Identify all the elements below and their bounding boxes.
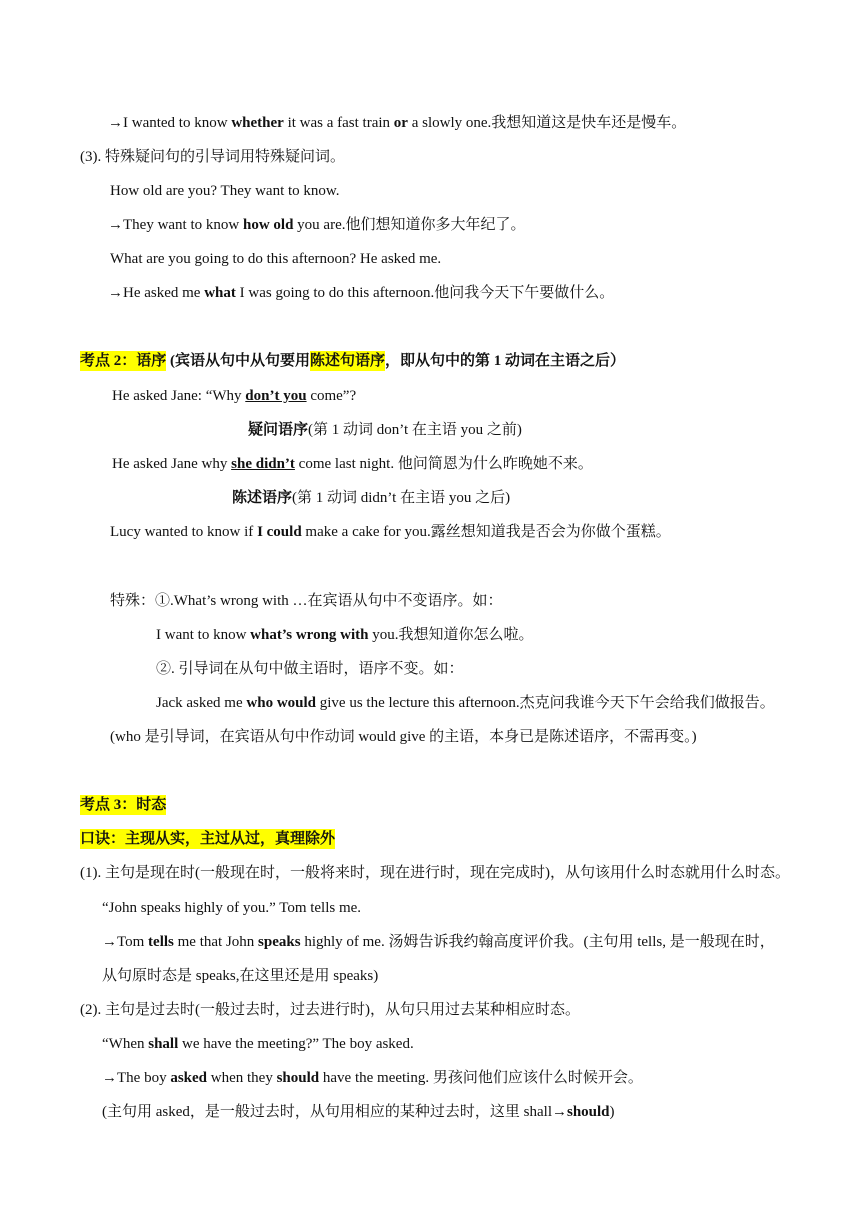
example-line: What are you going to do this afternoon? He asked me. (110, 251, 442, 267)
note-line: 疑问语序(第 1 动词 don’t 在主语 you 之前) (248, 422, 522, 438)
example-line: Lucy wanted to know if I could make a cake for you.露丝想知道我是否会为你做个蛋糕。 (110, 524, 671, 540)
explanation-line: (who 是引导词，在宾语从句中作动词 would give 的主语，本身已是陈述语序，不需再变。) (110, 729, 697, 745)
section-heading: 考点 2：语序 (宾语从句中从句要用陈述句语序，即从句中的第 1 动词在主语之后） (80, 353, 626, 369)
explanation-line: (主句用 asked，是一般过去时，从句用相应的某种过去时，这里 shall→should) (102, 1104, 615, 1120)
special-note: 特殊：①.What’s wrong with …在宾语从句中不变语序。如： (110, 593, 503, 609)
example-line: Jack asked me who would give us the lecture this afternoon.杰克问我谁今天下午会给我们做报告。 (156, 695, 775, 711)
example-line: He asked Jane why she didn’t come last night. 他问简恩为什么昨晚她不来。 (112, 456, 593, 472)
example-line: →The boy asked when they should have the meeting. 男孩问他们应该什么时候开会。 (102, 1070, 643, 1086)
example-line: I want to know what’s wrong with you.我想知道你怎么啦。 (156, 627, 534, 643)
explanation-line: 从句原时态是 speaks,在这里还是用 speaks) (102, 968, 379, 984)
rule-line: (1). 主句是现在时(一般现在时，一般将来时，现在进行时，现在完成时)，从句该用什么时态就用什么时态。 (80, 865, 790, 881)
example-line: He asked Jane: “Why don’t you come”? (112, 388, 357, 404)
special-note: ②. 引导词在从句中做主语时，语序不变。如： (156, 661, 464, 677)
note-line: 陈述语序(第 1 动词 didn’t 在主语 you 之后) (232, 490, 511, 506)
rule-line: (2). 主句是过去时(一般过去时，过去进行时)，从句只用过去某种相应时态。 (80, 1002, 580, 1018)
section-heading: 考点 3：时态 (80, 797, 167, 813)
rule-line: (3). 特殊疑问句的引导词用特殊疑问词。 (80, 149, 345, 165)
example-line: →I wanted to know whether it was a fast train or a slowly one.我想知道这是快车还是慢车。 (108, 115, 687, 131)
example-line: →He asked me what I was going to do this afternoon.他问我今天下午要做什么。 (108, 285, 615, 301)
example-line: “When shall we have the meeting?” The boy asked. (102, 1036, 414, 1052)
mnemonic: 口诀：主现从实，主过从过，真理除外 (80, 831, 336, 847)
example-line: →They want to know how old you are.他们想知道你多大年纪了。 (108, 217, 526, 233)
example-line: “John speaks highly of you.” Tom tells me. (102, 900, 362, 916)
example-line: How old are you? They want to know. (110, 183, 340, 199)
example-line: →Tom tells me that John speaks highly of me. 汤姆告诉我约翰高度评价我。(主句用 tells, 是一般现在时， (102, 934, 775, 950)
